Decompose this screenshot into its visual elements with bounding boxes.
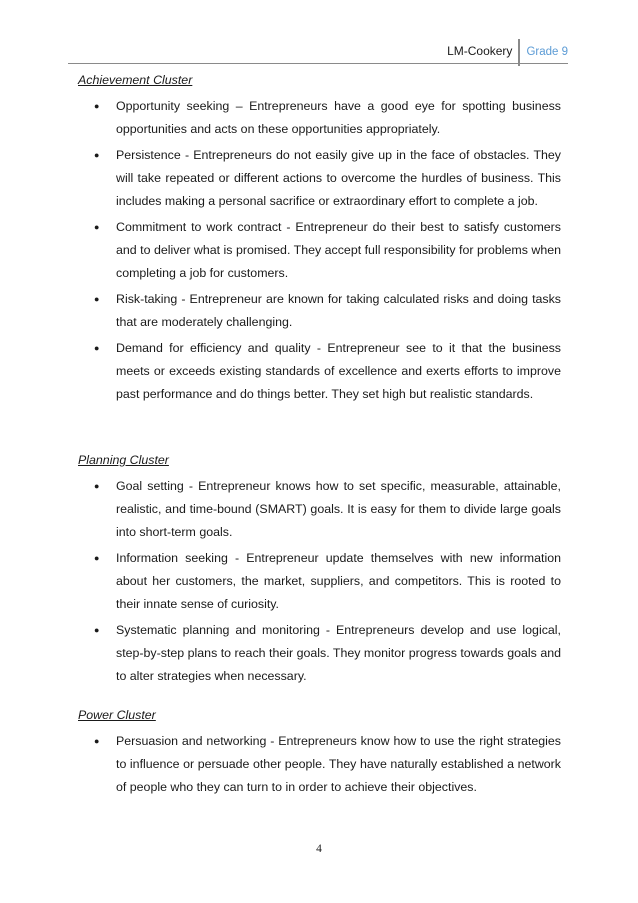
header-grade: Grade 9	[526, 46, 568, 58]
list-item-text: Risk-taking - Entrepreneur are known for taking calculated risks and doing tasks that are moderately challenging.	[116, 292, 561, 329]
bullet-icon: ●	[94, 101, 100, 111]
bullet-icon: ●	[94, 736, 100, 746]
page-header	[447, 36, 568, 60]
list-item	[78, 288, 561, 334]
bullet-list	[78, 475, 561, 688]
page-content	[78, 70, 561, 799]
bullet-list	[78, 95, 561, 406]
section-achievement-cluster	[78, 70, 561, 450]
section-title: Power Cluster	[78, 708, 156, 722]
list-item-text: Systematic planning and monitoring - Entrepreneurs develop and use logical, step-by-step plans to reach their goals. They monitor progress towards goals and to alter strategies when necessary.	[116, 623, 561, 683]
list-item	[78, 144, 561, 213]
bullet-icon: ●	[94, 222, 100, 232]
list-item-text: Demand for efficiency and quality - Entrepreneur see to it that the business meets or exceeds existing standards of excellence and exerts efforts to improve past performance and do things better. They set high but realistic standards.	[116, 341, 561, 401]
bullet-icon: ●	[94, 625, 100, 635]
list-item	[78, 95, 561, 141]
list-item	[78, 337, 561, 406]
bullet-icon: ●	[94, 553, 100, 563]
section-power-cluster	[78, 705, 561, 799]
list-item-text: Information seeking - Entrepreneur update themselves with new information about her customers, the market, suppliers, and competitors. This is rooted to their innate sense of curiosity.	[116, 551, 561, 611]
list-item-text: Persuasion and networking - Entrepreneurs know how to use the right strategies to influence or persuade other people. They have naturally established a network of people who they can turn to in order to achieve their objectives.	[116, 734, 561, 794]
bullet-list	[78, 730, 561, 799]
header-title: LM-Cookery	[447, 44, 513, 58]
bullet-icon: ●	[94, 294, 100, 304]
section-title: Achievement Cluster	[78, 73, 193, 87]
list-item	[78, 475, 561, 544]
section-title: Planning Cluster	[78, 453, 169, 467]
list-item	[78, 547, 561, 616]
section-planning-cluster	[78, 450, 561, 705]
list-item	[78, 619, 561, 688]
list-item	[78, 216, 561, 285]
list-item	[78, 730, 561, 799]
list-item-text: Commitment to work contract - Entrepreneur do their best to satisfy customers and to deliver what is promised. They accept full responsibility for problems when completing a job for customers.	[116, 220, 561, 280]
list-item-text: Persistence - Entrepreneurs do not easily give up in the face of obstacles. They will take repeated or different actions to overcome the hurdles of business. This includes making a personal sacrifice or extraordinary effort to complete a job.	[116, 148, 561, 208]
bullet-icon: ●	[94, 150, 100, 160]
page-number: 4	[316, 843, 322, 855]
list-item-text: Opportunity seeking – Entrepreneurs have a good eye for spotting business opportunities and acts on these opportunities appropriately.	[116, 99, 561, 136]
bullet-icon: ●	[94, 343, 100, 353]
list-item-text: Goal setting - Entrepreneur knows how to set specific, measurable, attainable, realistic, and time-bound (SMART) goals. It is easy for them to divide large goals into short-term goals.	[116, 479, 561, 539]
header-rule	[68, 63, 568, 64]
bullet-icon: ●	[94, 481, 100, 491]
